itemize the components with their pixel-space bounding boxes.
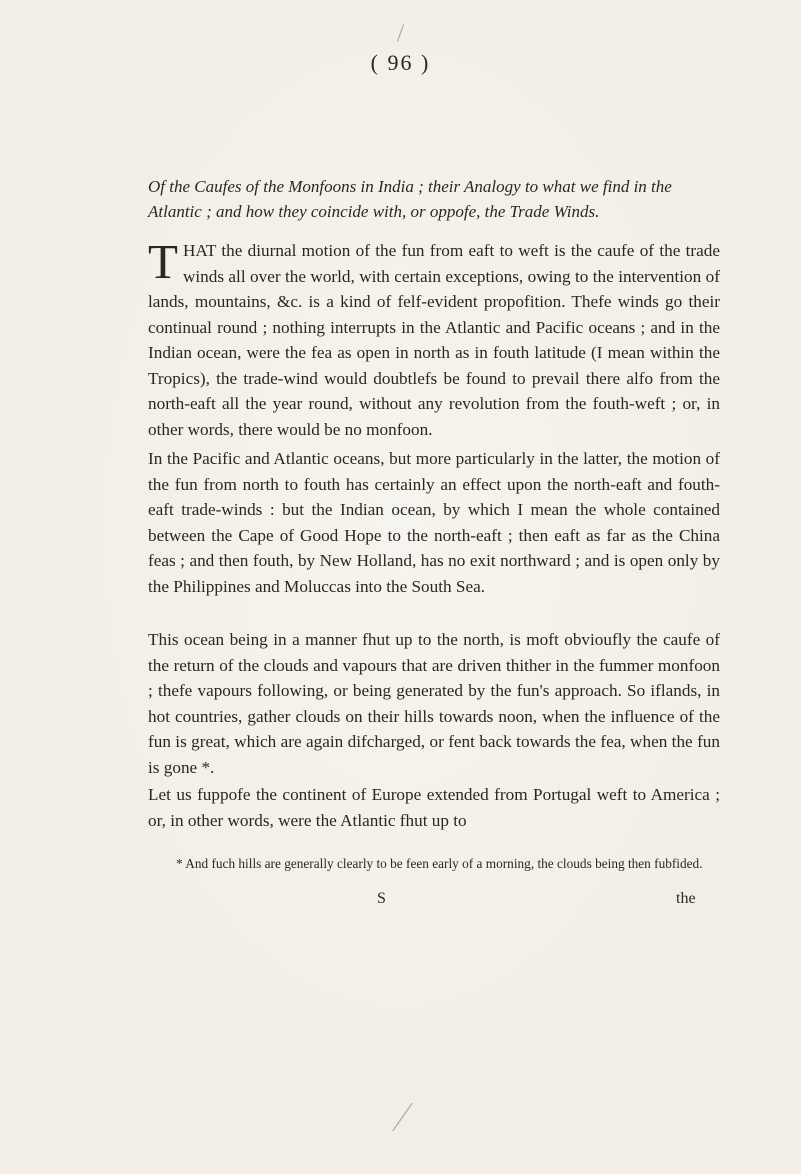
page-blemish <box>392 1103 412 1131</box>
catchword: the <box>676 890 696 907</box>
footnote: * And fuch hills are generally clearly to be feen early of a morning, the clouds being then fubfided. <box>176 856 703 871</box>
chapter-heading: Of the Caufes of the Monfoons in India ; their Analogy to what we find in the Atlantic ; and how they coincide with, or oppofe, the Trade Winds. <box>148 177 672 221</box>
paragraph-3: This ocean being in a manner fhut up to the north, is moft obvioufly the caufe of the return of the clouds and vapours that are driven thither in the fummer monfoon ; thefe vapours following, or being generated by the fun's approach. So iflands, in hot countries, gather clouds on their hills towards noon, when the influence of the fun is great, which are again difcharged, or fent back towards the fea, when the fun is gone *. <box>148 630 720 777</box>
paragraph-1-text: HAT the diurnal motion of the fun from eaft to weft is the caufe of the trade winds all over the world, with certain exceptions, owing to the intervention of lands, mountains, &c. is a kind of felf-evident propofition. Thefe winds go their continual round ; nothing interrupts in the Atlantic and Pacific oceans ; and in the Indian ocean, were the fea as open in north as in fouth latitude (I mean within the Tropics), the trade-wind would doubtlefs be found to prevail there alfo from the north-eaft all the year round, without any revolution from the fouth-weft ; or, in other words, there would be no monfoon. <box>148 241 720 439</box>
paragraph-2: In the Pacific and Atlantic oceans, but more particularly in the latter, the motion of the fun from north to fouth has certainly an effect upon the north-eaft and fouth-eaft trade-winds : but the Indian ocean, by which I mean the whole contained between the Cape of Good Hope to the north-eaft ; then eaft as far as the China feas ; and then fouth, by New Holland, has no exit northward ; and is open only by the Philippines and Moluccas into the South Sea. <box>148 449 720 596</box>
page-blemish <box>397 24 404 41</box>
paragraph-4: Let us fuppofe the continent of Europe extended from Portugal weft to America ; or, in other words, were the Atlantic fhut up to <box>148 785 720 830</box>
page-number: ( 96 ) <box>370 50 431 75</box>
drop-cap: T <box>148 234 178 289</box>
paragraph-1 <box>148 234 720 442</box>
signature-mark: S <box>377 890 386 907</box>
